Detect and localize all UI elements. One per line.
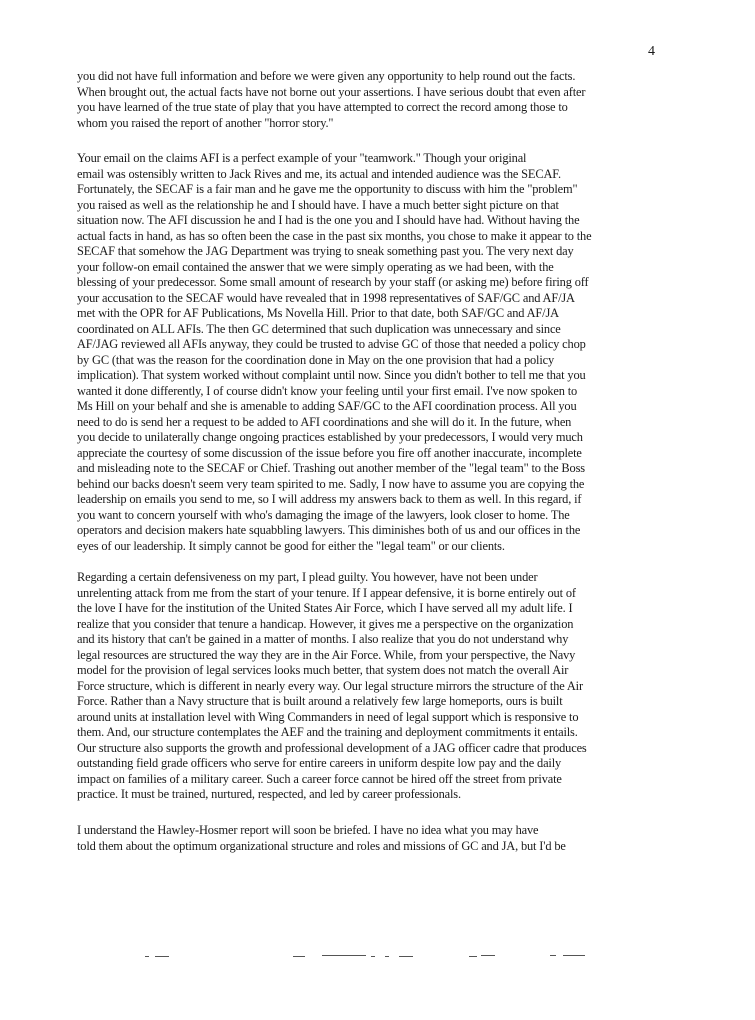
paragraph-claims-afi: Your email on the claims AFI is a perfect example of your "teamwork." Though your original email was ostensibly written to Jack Rives and me, its actual and intended audience was the SECAF. Fortunately, the SECAF is a fair man and he gave me the opportunity to discuss with him the "problem" you raised as well as the relationship he and I should have. I have a much better sight picture on that situation now. The AFI discussion he and I had is the one you and I should have had. Without having the actual facts in hand, as has so often been the case in the past six months, you chose to make it appear to the SECAF that somehow the JAG Department was trying to sneak something past you. The very next day your follow-on email contained the answer that we were simply operating as we had been, with the blessing of your predecessor. Some small amount of research by your staff (or asking me) before firing off your accusation to the SECAF would have revealed that in 1998 representatives of SAF/GC and AF/JA met with the OPR for AF Publications, Ms Novella Hill. Prior to that date, both SAF/GC and AF/JA coordinated on ALL AFIs. The then GC determined that such duplication was unnecessary and since AF/JAG reviewed all AFIs anyway, they could be trusted to advise GC of those that needed a policy chop by GC (that was the reason for the coordination done in May on the one provision that had a policy implication). That system worked without complaint until now. Since you didn't bother to tell me that you wanted it done differently, I of course didn't know your feeling until your first email. I've now spoken to Ms Hill on your behalf and she is amenable to adding SAF/GC to the AFI coordination process. All you need to do is send her a request to be added to AFI coordinations and she will do it. In the future, when you decide to unilaterally change ongoing practices established by your predecessors, I would very much appreciate the courtesy of some discussion of the issue before you fire off another inaccurate, incomplete and misleading note to the SECAF or Chief. Trashing out another member of the "legal team" to the Boss behind our backs doesn't seem very team spirited to me. Sadly, I now have to assume you are copying the leadership on emails you send to me, so I will address my answers back to them as well. In this regard, if you want to concern yourself with who's damaging the image of the lawyers, look closer to home. The operators and decision makers hate squabbling lawyers. This diminishes both of us and our offices in the eyes of our leadership. It simply cannot be good for either the "legal team" or our clients. xyxy=(77,151,592,553)
page-number: 4 xyxy=(648,44,655,59)
scan-artifact-marks xyxy=(0,953,755,959)
paragraph-defensiveness: Regarding a certain defensiveness on my part, I plead guilty. You however, have not been under unrelenting attack from me from the start of your tenure. If I appear defensive, it is borne entirely out of the love I have for the institution of the United States Air Force, which I have served all my adult life. I realize that you consider that tenure a handicap. However, it gives me a perspective on the organization and its history that can't be gained in a matter of months. I also realize that you do not understand why legal resources are structured the way they are in the Air Force. While, from your perspective, the Navy model for the provision of legal services looks much better, that system does not match the overall Air Force structure, which is different in nearly every way. Our legal structure mirrors the structure of the Air Force. Rather than a Navy structure that is built around a relatively few large homeports, ours is built around units at installation level with Wing Commanders in need of legal support which is responsive to them. And, our structure contemplates the AEF and the training and deployment commitments it entails. Our structure also supports the growth and professional development of a JAG officer cadre that produces outstanding field grade officers who serve for entire careers in uniform despite low pay and the daily impact on families of a military career. Such a career force cannot be hired off the street from private practice. It must be trained, nurtured, respected, and led by career professionals. xyxy=(77,570,587,801)
paragraph-continuation: you did not have full information and before we were given any opportunity to help round out the facts. When brought out, the actual facts have not borne out your assertions. I have serious doubt that even after you have learned of the true state of play that you have attempted to correct the record among those to whom you raised the report of another "horror story." xyxy=(77,69,586,130)
paragraph-hawley-hosmer: I understand the Hawley-Hosmer report will soon be briefed. I have no idea what you may have told them about the optimum organizational structure and roles and missions of GC and JA, but I'd be xyxy=(77,823,566,853)
